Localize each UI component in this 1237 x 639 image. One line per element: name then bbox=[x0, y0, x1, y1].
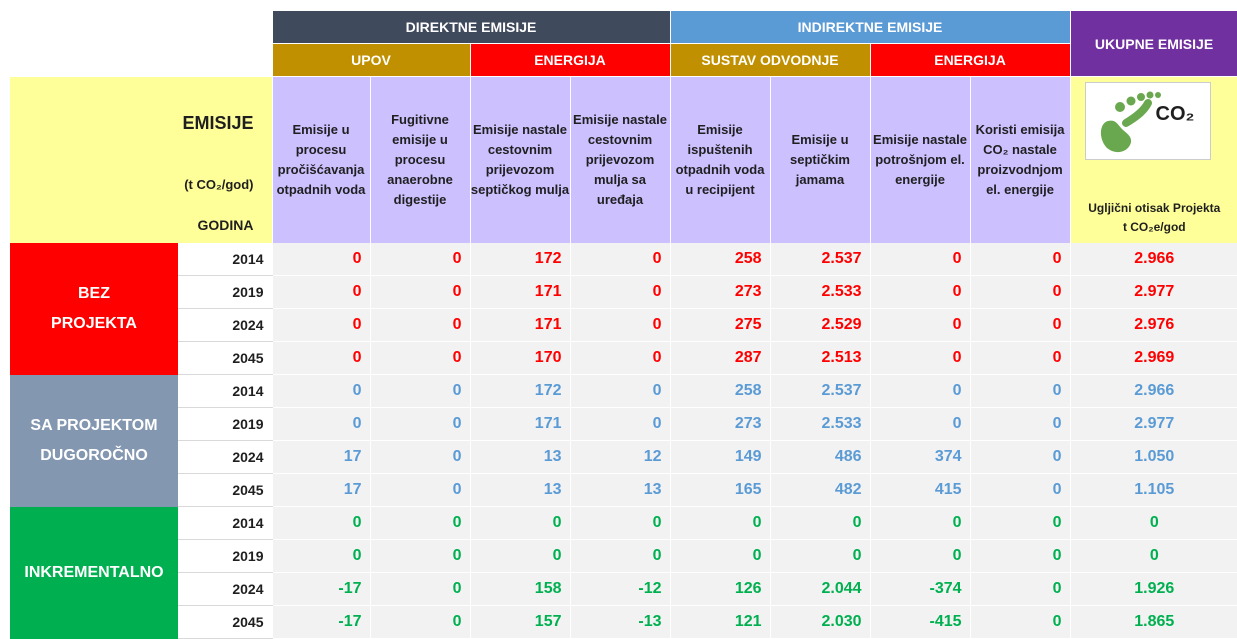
value-cell: 2.537 bbox=[770, 243, 870, 276]
total-value-cell: 2.977 bbox=[1070, 276, 1237, 309]
value-cell: 0 bbox=[870, 408, 970, 441]
column-header: Koristi emisija CO₂ nastale proizvodnjom el. energije bbox=[970, 77, 1070, 244]
table-row bbox=[10, 309, 1237, 342]
total-value-cell: 2.976 bbox=[1070, 309, 1237, 342]
year-cell: 2014 bbox=[178, 375, 272, 408]
header-energija-direktne: ENERGIJA bbox=[470, 44, 670, 77]
group-label bbox=[10, 375, 178, 507]
table-row bbox=[10, 342, 1237, 375]
value-cell: 287 bbox=[670, 342, 770, 375]
value-cell: 0 bbox=[970, 606, 1070, 639]
table-row bbox=[10, 375, 1237, 408]
group-label-line2: DUGOROČNO bbox=[40, 446, 148, 464]
total-value-cell: 0 bbox=[1070, 540, 1237, 573]
value-cell: 171 bbox=[470, 408, 570, 441]
value-cell: -12 bbox=[570, 573, 670, 606]
total-value-cell: 1.926 bbox=[1070, 573, 1237, 606]
value-cell: 13 bbox=[470, 474, 570, 507]
value-cell: 0 bbox=[570, 507, 670, 540]
year-cell: 2045 bbox=[178, 342, 272, 375]
value-cell: 0 bbox=[370, 342, 470, 375]
value-cell: 13 bbox=[570, 474, 670, 507]
value-cell: 415 bbox=[870, 474, 970, 507]
logo-co2-text: CO₂ bbox=[1155, 103, 1195, 125]
total-value-cell: 2.966 bbox=[1070, 375, 1237, 408]
value-cell: 275 bbox=[670, 309, 770, 342]
group-label bbox=[10, 243, 178, 375]
value-cell: 0 bbox=[370, 243, 470, 276]
value-cell: 0 bbox=[272, 375, 370, 408]
year-cell: 2024 bbox=[178, 441, 272, 474]
value-cell: 273 bbox=[670, 276, 770, 309]
year-cell: 2019 bbox=[178, 276, 272, 309]
value-cell: 0 bbox=[970, 573, 1070, 606]
value-cell: 2.533 bbox=[770, 276, 870, 309]
table-row bbox=[10, 507, 1237, 540]
year-cell: 2024 bbox=[178, 309, 272, 342]
column-header: Emisije u septičkim jamama bbox=[770, 77, 870, 244]
value-cell: 0 bbox=[570, 375, 670, 408]
value-cell: 165 bbox=[670, 474, 770, 507]
value-cell: 2.533 bbox=[770, 408, 870, 441]
value-cell: 2.044 bbox=[770, 573, 870, 606]
header-sustav-odvodnje: SUSTAV ODVODNJE bbox=[670, 44, 870, 77]
value-cell: 486 bbox=[770, 441, 870, 474]
value-cell: 374 bbox=[870, 441, 970, 474]
value-cell: 0 bbox=[970, 276, 1070, 309]
value-cell: 0 bbox=[970, 342, 1070, 375]
table-row bbox=[10, 474, 1237, 507]
value-cell: 170 bbox=[470, 342, 570, 375]
total-value-cell: 2.969 bbox=[1070, 342, 1237, 375]
value-cell: 0 bbox=[970, 474, 1070, 507]
value-cell: 0 bbox=[370, 441, 470, 474]
value-cell: 171 bbox=[470, 276, 570, 309]
header-indirektne-emisije: INDIREKTNE EMISIJE bbox=[670, 11, 1070, 44]
total-value-cell: 1.050 bbox=[1070, 441, 1237, 474]
value-cell: 0 bbox=[370, 375, 470, 408]
value-cell: 0 bbox=[570, 309, 670, 342]
value-cell: 0 bbox=[272, 243, 370, 276]
emissions-table bbox=[10, 10, 1237, 639]
value-cell: 0 bbox=[370, 507, 470, 540]
value-cell: 0 bbox=[370, 474, 470, 507]
header-ukupne-emisije: UKUPNE EMISIJE bbox=[1070, 11, 1237, 77]
value-cell: 2.513 bbox=[770, 342, 870, 375]
group-label-line1: SA PROJEKTOM bbox=[30, 416, 158, 434]
total-value-cell: 2.966 bbox=[1070, 243, 1237, 276]
year-cell: 2014 bbox=[178, 243, 272, 276]
value-cell: 0 bbox=[570, 276, 670, 309]
value-cell: -374 bbox=[870, 573, 970, 606]
value-cell: 0 bbox=[570, 408, 670, 441]
value-cell: 0 bbox=[870, 309, 970, 342]
column-header: Emisije ispuštenih otpadnih voda u recipijent bbox=[670, 77, 770, 244]
godina-label: GODINA bbox=[197, 216, 254, 233]
emisije-unit: (t CO₂/god) bbox=[184, 176, 254, 192]
column-header: Fugitivne emisije u procesu anaerobne digestije bbox=[370, 77, 470, 244]
header-direktne-emisije: DIREKTNE EMISIJE bbox=[272, 11, 670, 44]
value-cell: 12 bbox=[570, 441, 670, 474]
value-cell: 0 bbox=[770, 507, 870, 540]
value-cell: 0 bbox=[370, 309, 470, 342]
value-cell: 0 bbox=[970, 309, 1070, 342]
value-cell: 121 bbox=[670, 606, 770, 639]
table-row bbox=[10, 243, 1237, 276]
year-cell: 2019 bbox=[178, 540, 272, 573]
value-cell: 482 bbox=[770, 474, 870, 507]
value-cell: 0 bbox=[272, 540, 370, 573]
total-caption bbox=[1071, 199, 1237, 237]
value-cell: 0 bbox=[370, 606, 470, 639]
column-header: Emisije u procesu pročišćavanja otpadnih voda bbox=[272, 77, 370, 244]
value-cell: 0 bbox=[470, 507, 570, 540]
total-value-cell: 1.105 bbox=[1070, 474, 1237, 507]
value-cell: 2.030 bbox=[770, 606, 870, 639]
year-cell: 2019 bbox=[178, 408, 272, 441]
value-cell: 0 bbox=[272, 276, 370, 309]
value-cell: 0 bbox=[870, 243, 970, 276]
value-cell: 0 bbox=[970, 408, 1070, 441]
column-header: Emisije nastale cestovnim prijevozom septičkog mulja bbox=[470, 77, 570, 244]
table-row bbox=[10, 606, 1237, 639]
value-cell: 0 bbox=[970, 375, 1070, 408]
value-cell: 0 bbox=[870, 342, 970, 375]
blank-corner bbox=[10, 11, 272, 77]
value-cell: 0 bbox=[570, 243, 670, 276]
value-cell: 0 bbox=[470, 540, 570, 573]
value-cell: 0 bbox=[272, 507, 370, 540]
total-value-cell: 1.865 bbox=[1070, 606, 1237, 639]
table-row bbox=[10, 276, 1237, 309]
total-header-cell bbox=[1070, 77, 1237, 244]
value-cell: 273 bbox=[670, 408, 770, 441]
emisije-label-cell bbox=[10, 77, 272, 244]
header-upov: UPOV bbox=[272, 44, 470, 77]
value-cell: 0 bbox=[970, 540, 1070, 573]
year-cell: 2024 bbox=[178, 573, 272, 606]
value-cell: 149 bbox=[670, 441, 770, 474]
value-cell: 258 bbox=[670, 243, 770, 276]
value-cell: 0 bbox=[770, 540, 870, 573]
value-cell: 17 bbox=[272, 441, 370, 474]
year-cell: 2045 bbox=[178, 474, 272, 507]
value-cell: 13 bbox=[470, 441, 570, 474]
value-cell: 0 bbox=[272, 408, 370, 441]
carbon-footprint-logo bbox=[1085, 82, 1211, 160]
value-cell: 171 bbox=[470, 309, 570, 342]
value-cell: 0 bbox=[670, 540, 770, 573]
value-cell: 0 bbox=[272, 342, 370, 375]
value-cell: 2.529 bbox=[770, 309, 870, 342]
value-cell: 17 bbox=[272, 474, 370, 507]
table-row bbox=[10, 408, 1237, 441]
total-caption-line1: Ugljični otisak Projekta bbox=[1088, 201, 1221, 215]
value-cell: 2.537 bbox=[770, 375, 870, 408]
group-label-line2: PROJEKTA bbox=[51, 314, 137, 332]
column-header: Emisije nastale potrošnjom el. energije bbox=[870, 77, 970, 244]
value-cell: 0 bbox=[870, 540, 970, 573]
total-value-cell: 0 bbox=[1070, 507, 1237, 540]
year-cell: 2014 bbox=[178, 507, 272, 540]
value-cell: 172 bbox=[470, 375, 570, 408]
value-cell: 0 bbox=[570, 540, 670, 573]
value-cell: 0 bbox=[970, 441, 1070, 474]
table-row bbox=[10, 441, 1237, 474]
column-header: Emisije nastale cestovnim prijevozom mulja sa uređaja bbox=[570, 77, 670, 244]
table-row bbox=[10, 573, 1237, 606]
value-cell: 0 bbox=[570, 342, 670, 375]
emisije-title: EMISIJE bbox=[182, 112, 254, 133]
value-cell: 0 bbox=[370, 540, 470, 573]
value-cell: -17 bbox=[272, 573, 370, 606]
value-cell: 0 bbox=[370, 573, 470, 606]
total-caption-line2: t CO₂e/god bbox=[1122, 220, 1186, 234]
header-energija-indirektne: ENERGIJA bbox=[870, 44, 1070, 77]
value-cell: -13 bbox=[570, 606, 670, 639]
value-cell: 158 bbox=[470, 573, 570, 606]
group-label bbox=[10, 507, 178, 639]
value-cell: 0 bbox=[670, 507, 770, 540]
value-cell: 0 bbox=[272, 309, 370, 342]
total-value-cell: 2.977 bbox=[1070, 408, 1237, 441]
group-label-line1: INKREMENTALNO bbox=[24, 563, 164, 581]
value-cell: -17 bbox=[272, 606, 370, 639]
value-cell: 0 bbox=[370, 408, 470, 441]
value-cell: 0 bbox=[870, 375, 970, 408]
value-cell: 258 bbox=[670, 375, 770, 408]
table-row bbox=[10, 540, 1237, 573]
value-cell: 0 bbox=[370, 276, 470, 309]
value-cell: 0 bbox=[870, 276, 970, 309]
value-cell: 0 bbox=[970, 243, 1070, 276]
value-cell: 0 bbox=[970, 507, 1070, 540]
value-cell: 126 bbox=[670, 573, 770, 606]
value-cell: 0 bbox=[870, 507, 970, 540]
value-cell: 172 bbox=[470, 243, 570, 276]
value-cell: 157 bbox=[470, 606, 570, 639]
value-cell: -415 bbox=[870, 606, 970, 639]
group-label-line1: BEZ bbox=[78, 284, 110, 302]
year-cell: 2045 bbox=[178, 606, 272, 639]
